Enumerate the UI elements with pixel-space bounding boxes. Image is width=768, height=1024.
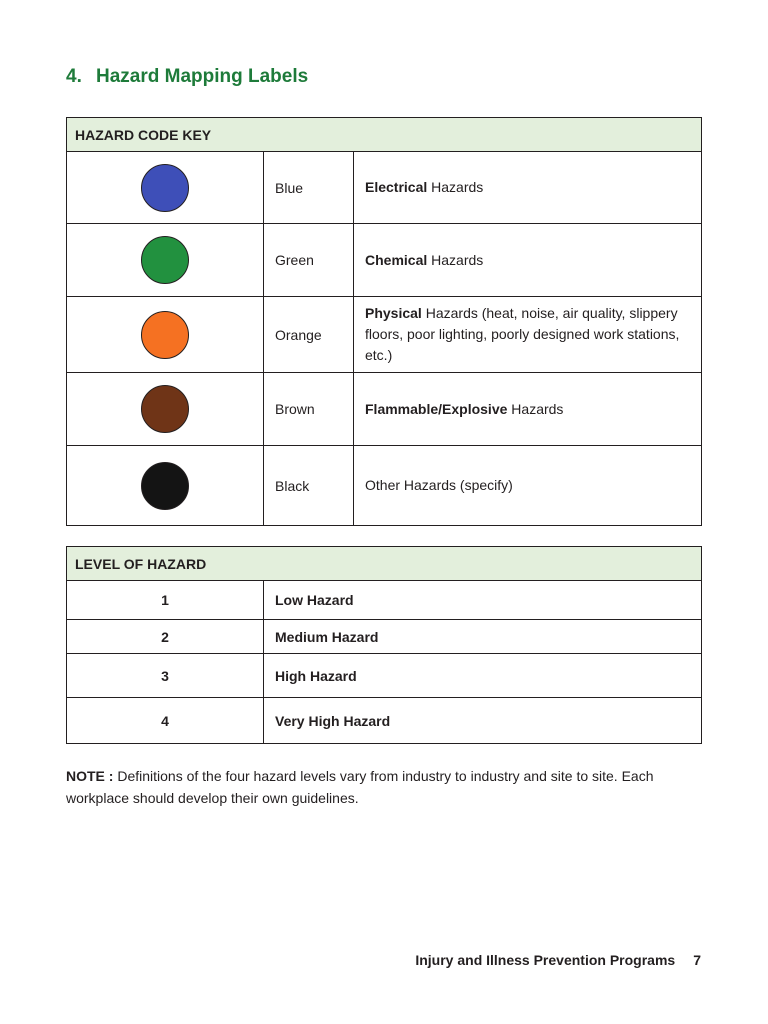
level-row — [67, 698, 702, 744]
brown-circle-icon — [141, 385, 189, 433]
hazard-description — [354, 152, 702, 224]
hazard-description — [354, 224, 702, 297]
hazard-type: Electrical — [365, 179, 428, 195]
swatch-cell — [67, 446, 264, 526]
hazard-text: Other Hazards (specify) — [365, 477, 513, 493]
color-name: Blue — [264, 152, 354, 224]
level-row — [67, 654, 702, 698]
level-of-hazard-table — [66, 546, 702, 744]
code-row-blue — [67, 152, 702, 224]
page-footer — [415, 952, 701, 968]
note-prefix: NOTE : — [66, 768, 114, 784]
hazard-type: Chemical — [365, 251, 428, 268]
color-name: Green — [264, 224, 354, 297]
level-number: 2 — [67, 620, 264, 654]
page-number: 7 — [693, 952, 701, 968]
color-name: Black — [264, 446, 354, 526]
section-heading — [66, 66, 308, 88]
level-header-row — [67, 547, 702, 581]
code-row-green — [67, 224, 702, 297]
level-label: Low Hazard — [264, 581, 702, 620]
section-title: Hazard Mapping Labels — [96, 66, 309, 87]
green-circle-icon — [141, 236, 189, 284]
hazard-text: Hazards — [427, 251, 484, 268]
level-label: High Hazard — [264, 654, 702, 698]
level-row — [67, 620, 702, 654]
swatch-cell — [67, 373, 264, 446]
hazard-type: Flammable/Explosive — [365, 400, 508, 417]
swatch-cell — [67, 297, 264, 373]
footer-title: Injury and Illness Prevention Programs — [415, 952, 676, 968]
hazard-code-key-header: HAZARD CODE KEY — [67, 118, 702, 152]
note-paragraph — [66, 765, 706, 809]
level-number: 4 — [67, 698, 264, 744]
hazard-code-key-header-row — [67, 118, 702, 152]
hazard-text: Hazards (heat, noise, air quality, slippery floors, poor lighting, poorly designed work stations, etc.) — [365, 305, 680, 363]
orange-circle-icon — [141, 311, 189, 359]
swatch-cell — [67, 152, 264, 224]
hazard-code-key-table — [66, 117, 702, 526]
hazard-description — [354, 373, 702, 446]
color-name: Orange — [264, 297, 354, 373]
black-circle-icon — [141, 462, 189, 510]
level-label: Very High Hazard — [264, 698, 702, 744]
level-label: Medium Hazard — [264, 620, 702, 654]
code-row-orange — [67, 297, 702, 373]
level-of-hazard-header: LEVEL OF HAZARD — [67, 547, 702, 581]
note-text: Definitions of the four hazard levels vary from industry to industry and site to site. Each workplace should develop their own guidelines. — [66, 768, 654, 806]
hazard-text: Hazards — [427, 179, 484, 195]
hazard-text: Hazards — [507, 400, 564, 417]
section-number: 4. — [66, 66, 82, 87]
color-name: Brown — [264, 373, 354, 446]
hazard-type: Physical — [365, 305, 422, 321]
level-number: 3 — [67, 654, 264, 698]
code-row-brown — [67, 373, 702, 446]
blue-circle-icon — [141, 164, 189, 212]
code-row-black — [67, 446, 702, 526]
swatch-cell — [67, 224, 264, 297]
level-number: 1 — [67, 581, 264, 620]
level-row — [67, 581, 702, 620]
hazard-description — [354, 446, 702, 526]
hazard-description — [354, 297, 702, 373]
